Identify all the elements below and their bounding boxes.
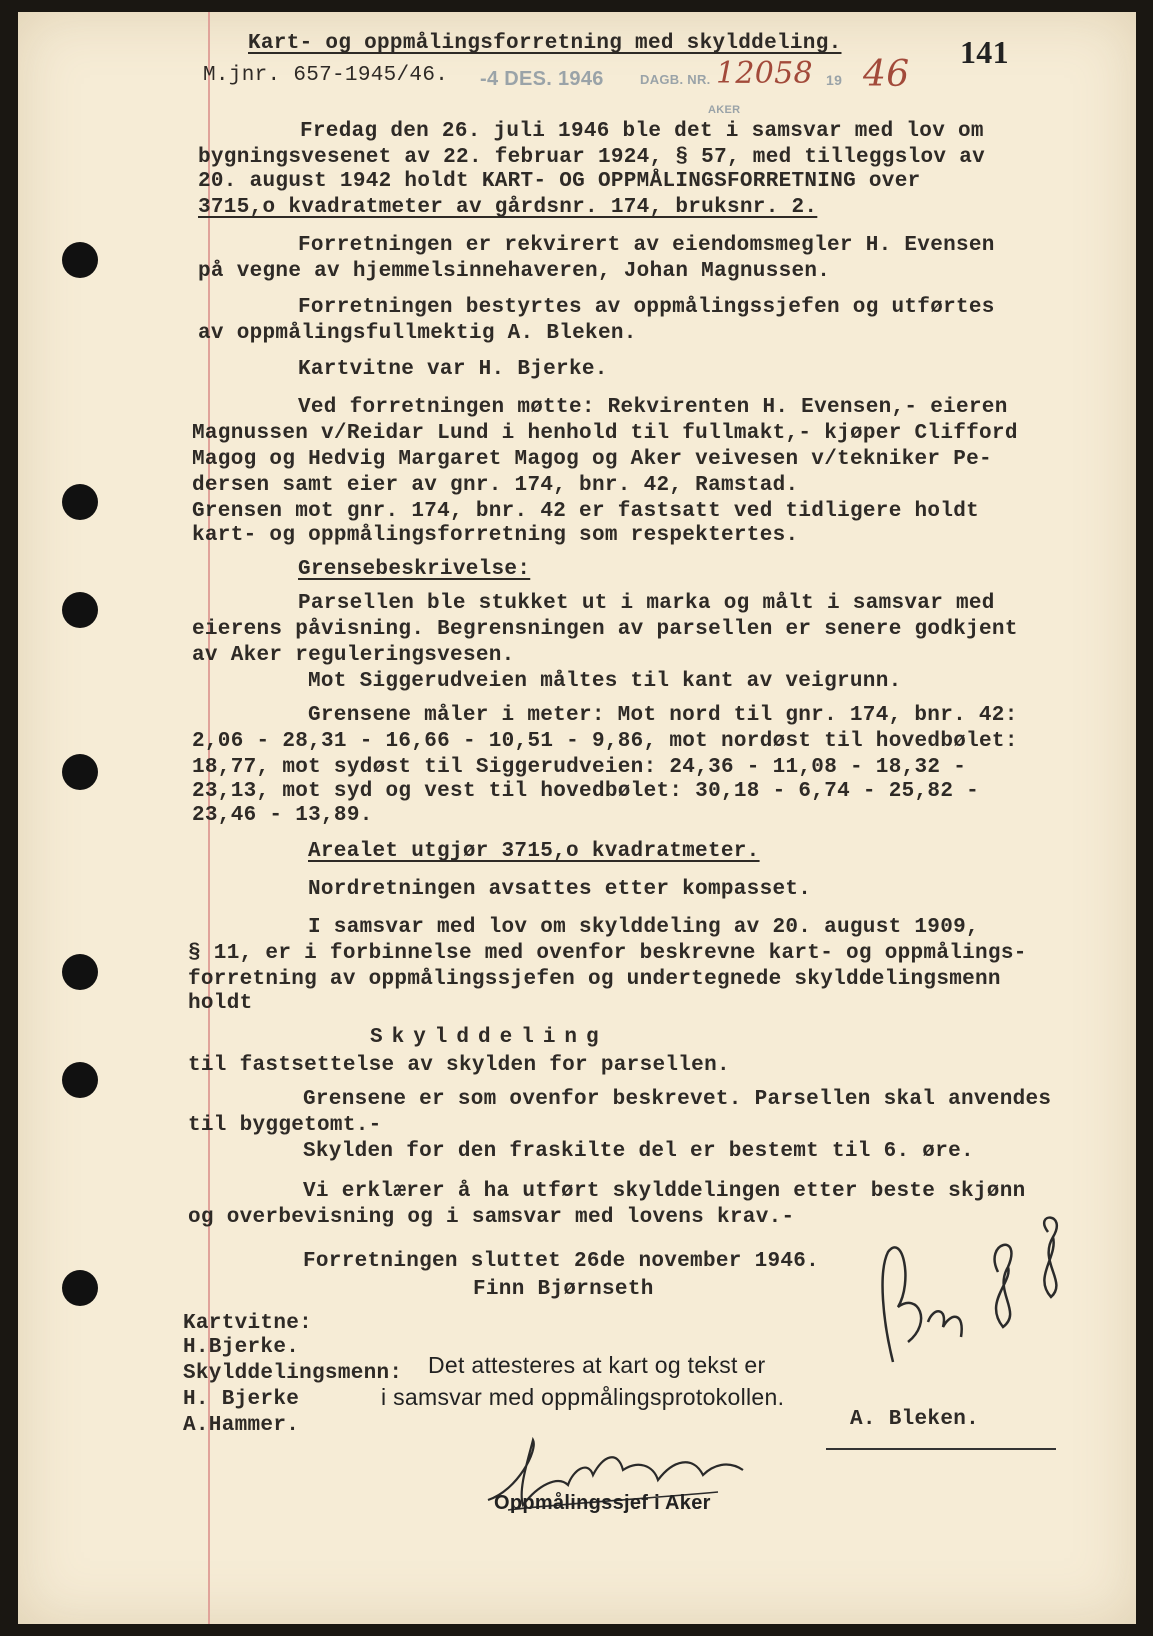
office-stamp: Oppmålingssjef i Aker [494,1492,711,1514]
text-line: Skylden for den fraskilte del er bestemt til 6. øre. [303,1140,974,1163]
received-stamp-label: DAGB. NR. [640,72,711,87]
text-line: Mot Siggerudveien måltes til kant av veigrunn. [308,670,902,693]
text-line: Magnussen v/Reidar Lund i henhold til fullmakt,- kjøper Clifford [192,422,1018,445]
attestation-line: i samsvar med oppmålingsprotokollen. [381,1384,785,1410]
text-line: 2,06 - 28,31 - 16,66 - 10,51 - 9,86, mot nordøst til hovedbølet: [192,730,1018,753]
text-line: dersen samt eier av gnr. 174, bnr. 42, Ramstad. [192,474,799,497]
text-line: forretning av oppmålingssjefen og undertegnede skylddelingsmenn [188,968,1001,991]
text-line: Ved forretningen møtte: Rekvirenten H. Evensen,- eieren [298,396,1008,419]
bleken-signature: A. Bleken. [850,1408,980,1431]
text-line: 18,77, mot sydøst til Siggerudveien: 24,36 - 11,08 - 18,32 - [192,756,967,779]
text-line: Fredag den 26. juli 1946 ble det i samsvar med lov om [300,120,984,143]
received-stamp-place: AKER [708,104,741,116]
text-line: eierens påvisning. Begrensningen av parsellen er senere godkjent [192,618,1018,641]
text-line: Vi erklærer å ha utført skylddelingen etter beste skjønn [303,1180,1026,1203]
text-line: Parsellen ble stukket ut i marka og målt i samsvar med [298,592,995,615]
received-stamp-date: -4 DES. 1946 [480,68,604,90]
signatory-name: Finn Bjørnseth [473,1278,654,1301]
punch-hole [62,754,98,790]
text-line: Grensene er som ovenfor beskrevet. Parsellen skal anvendes [303,1088,1052,1111]
text-line: 20. august 1942 holdt KART- OG OPPMÅLINGSFORRETNING over [198,170,921,193]
skylddelingsmenn-label: Skylddelingsmenn: [183,1362,403,1385]
skylddelingsmann-name: H. Bjerke [183,1388,300,1411]
text-line: og overbevisning og i samsvar med lovens krav.- [188,1206,795,1229]
text-line: § 11, er i forbinnelse med ovenfor beskrevne kart- og oppmålings- [188,942,1027,965]
document-page [18,12,1136,1624]
text-line: Kartvitne var H. Bjerke. [298,358,608,381]
received-stamp-number: 12058 [716,56,813,91]
text-line: på vegne av hjemmelsinnehaveren, Johan Magnussen. [198,260,831,283]
journal-number: M.jnr. 657-1945/46. [203,64,449,87]
text-line: Forretningen bestyrtes av oppmålingssjefen og utførtes [298,296,995,319]
text-line: Grensen mot gnr. 174, bnr. 42 er fastsatt ved tidligere holdt [192,500,980,523]
section-heading: Skylddeling [370,1026,608,1049]
kartvitne-name: H.Bjerke. [183,1336,300,1359]
text-line: kart- og oppmålingsforretning som respektertes. [192,524,799,547]
received-stamp-year: 46 [863,54,910,95]
punch-hole [62,954,98,990]
text-line: 23,46 - 13,89. [192,804,373,827]
text-line: Forretningen er rekvirert av eiendomsmegler H. Evensen [298,234,995,257]
punch-hole [62,484,98,520]
text-line: Nordretningen avsattes etter kompasset. [308,878,812,901]
skylddelingsmann-name: A.Hammer. [183,1414,300,1437]
page-number: 141 [960,34,1009,70]
area-statement: Arealet utgjør 3715,o kvadratmeter. [308,840,760,863]
kartvitne-label: Kartvitne: [183,1312,313,1335]
text-line: Magog og Hedvig Margaret Magog og Aker veivesen v/tekniker Pe- [192,448,992,471]
punch-hole [62,1062,98,1098]
text-line: av Aker reguleringsvesen. [192,644,515,667]
text-line: Grensene måler i meter: Mot nord til gnr. 174, bnr. 42: [308,704,1018,727]
text-line: I samsvar med lov om skylddeling av 20. august 1909, [308,916,979,939]
text-line: Forretningen sluttet 26de november 1946. [303,1250,820,1273]
punch-hole [62,1270,98,1306]
text-line: 3715,o kvadratmeter av gårdsnr. 174, bruksnr. 2. [198,196,818,219]
text-line: til fastsettelse av skylden for parsellen. [188,1054,730,1077]
punch-hole [62,242,98,278]
handwritten-initials-signature [873,1212,1073,1392]
text-line: holdt [188,992,253,1015]
punch-hole [62,592,98,628]
section-heading: Grensebeskrivelse: [298,558,531,581]
text-line: til byggetomt.- [188,1114,382,1137]
text-line: bygningsvesenet av 22. februar 1924, § 57, med tilleggslov av [198,146,986,169]
document-title: Kart- og oppmålingsforretning med skylddeling. [248,32,842,55]
attestation-line: Det attesteres at kart og tekst er [428,1352,766,1378]
signature-rule [826,1448,1056,1450]
received-stamp-year-prefix: 19 [826,72,843,88]
text-line: 23,13, mot syd og vest til hovedbølet: 30,18 - 6,74 - 25,82 - [192,780,980,803]
text-line: av oppmålingsfullmektig A. Bleken. [198,322,637,345]
